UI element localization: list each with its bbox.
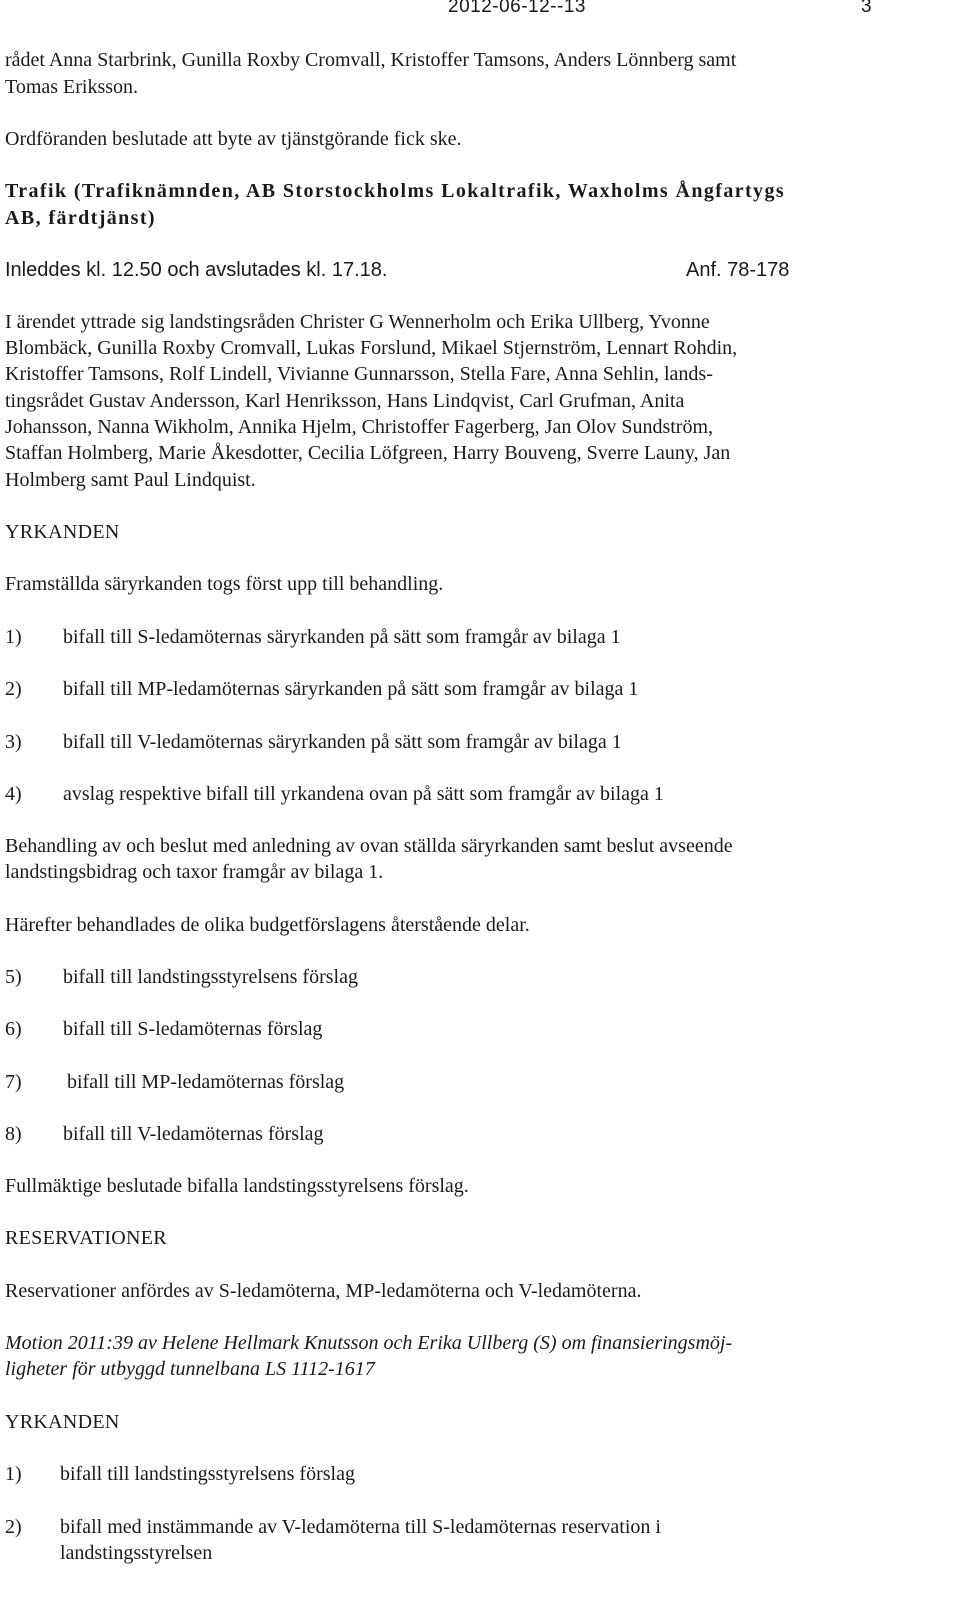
header-date: 2012-06-12--13 [448,0,586,17]
council-decision: Fullmäktige beslutade bifalla landstingsstyrelsens förslag. [5,1175,469,1197]
treatment-line-1: Behandling av och beslut med anledning av ovan ställda säryrkanden samt beslut avseende [5,835,733,857]
list-item-number: 2) [5,1516,22,1538]
treatment-line-2: landstingsbidrag och taxor framgår av bilaga 1. [5,861,384,883]
yrkanden-heading-2: YRKANDEN [5,1411,120,1433]
list-item-number: 1) [5,626,22,648]
list-item-number: 5) [5,966,22,988]
motion-title-line-2: ligheter för utbyggd tunnelbana LS 1112-1617 [5,1358,375,1380]
list-item-number: 2) [5,678,22,700]
speakers-line-2: Blombäck, Gunilla Roxby Cromvall, Lukas Forslund, Mikael Stjernström, Lennart Rohdin, [5,337,738,359]
list-item-text: bifall till S-ledamöternas säryrkanden på sätt som framgår av bilaga 1 [63,626,621,648]
yrkanden-heading: YRKANDEN [5,521,120,543]
list-item-number: 1) [5,1463,22,1485]
speakers-line-3: Kristoffer Tamsons, Rolf Lindell, Vivianne Gunnarsson, Stella Fare, Anna Sehlin, lands- [5,363,713,385]
intro-line-1: rådet Anna Starbrink, Gunilla Roxby Cromvall, Kristoffer Tamsons, Anders Lönnberg samt [5,49,737,71]
reservationer-heading: RESERVATIONER [5,1227,167,1249]
reservationer-text: Reservationer anfördes av S-ledamöterna, MP-ledamöterna och V-ledamöterna. [5,1280,642,1302]
list-item-number: 7) [5,1071,22,1093]
list-item-number: 8) [5,1123,22,1145]
list-item-number: 6) [5,1018,22,1040]
list-item-text: bifall till V-ledamöternas säryrkanden på sätt som framgår av bilaga 1 [63,731,622,753]
list-item-number: 3) [5,731,22,753]
intro-line-2: Tomas Eriksson. [5,76,139,98]
list-item-number: 4) [5,783,22,805]
yrkanden-intro: Framställda säryrkanden togs först upp till behandling. [5,573,444,595]
speech-reference: Anf. 78-178 [686,259,790,281]
chair-decision: Ordföranden beslutade att byte av tjänstgörande fick ske. [5,128,462,150]
page-number: 3 [861,0,872,17]
list-item-text: avslag respektive bifall till yrkandena ovan på sätt som framgår av bilaga 1 [63,783,664,805]
motion-title-line-1: Motion 2011:39 av Helene Hellmark Knutsson och Erika Ullberg (S) om finansieringsmöj- [5,1332,733,1354]
list-item-text: bifall till S-ledamöternas förslag [63,1018,323,1040]
speakers-line-1: I ärendet yttrade sig landstingsråden Christer G Wennerholm och Erika Ullberg, Yvonne [5,311,710,333]
session-time: Inleddes kl. 12.50 och avslutades kl. 17.18. [5,259,388,281]
list-item-text: bifall till landstingsstyrelsens förslag [60,1463,355,1485]
list-item-text: bifall till landstingsstyrelsens förslag [63,966,358,988]
remaining-parts: Härefter behandlades de olika budgetförslagens återstående delar. [5,914,530,936]
speakers-line-7: Holmberg samt Paul Lindquist. [5,469,256,491]
list-item-text: landstingsstyrelsen [60,1542,213,1564]
section-heading-line-1: Trafik (Trafiknämnden, AB Storstockholms Lokaltrafik, Waxholms Ångfartygs [5,180,786,202]
section-heading-line-2: AB, färdtjänst) [5,207,156,229]
list-item-text: bifall till V-ledamöternas förslag [63,1123,324,1145]
list-item-text: bifall till MP-ledamöternas förslag [67,1071,345,1093]
list-item-text: bifall till MP-ledamöternas säryrkanden på sätt som framgår av bilaga 1 [63,678,639,700]
speakers-line-5: Johansson, Nanna Wikholm, Annika Hjelm, Christoffer Fagerberg, Jan Olov Sundström, [5,416,714,438]
list-item-text: bifall med instämmande av V-ledamöterna till S-ledamöternas reservation i [60,1516,661,1538]
speakers-line-4: tingsrådet Gustav Andersson, Karl Henriksson, Hans Lindqvist, Carl Grufman, Anita [5,390,685,412]
speakers-line-6: Staffan Holmberg, Marie Åkesdotter, Cecilia Löfgreen, Harry Bouveng, Sverre Launy, Jan [5,442,731,464]
